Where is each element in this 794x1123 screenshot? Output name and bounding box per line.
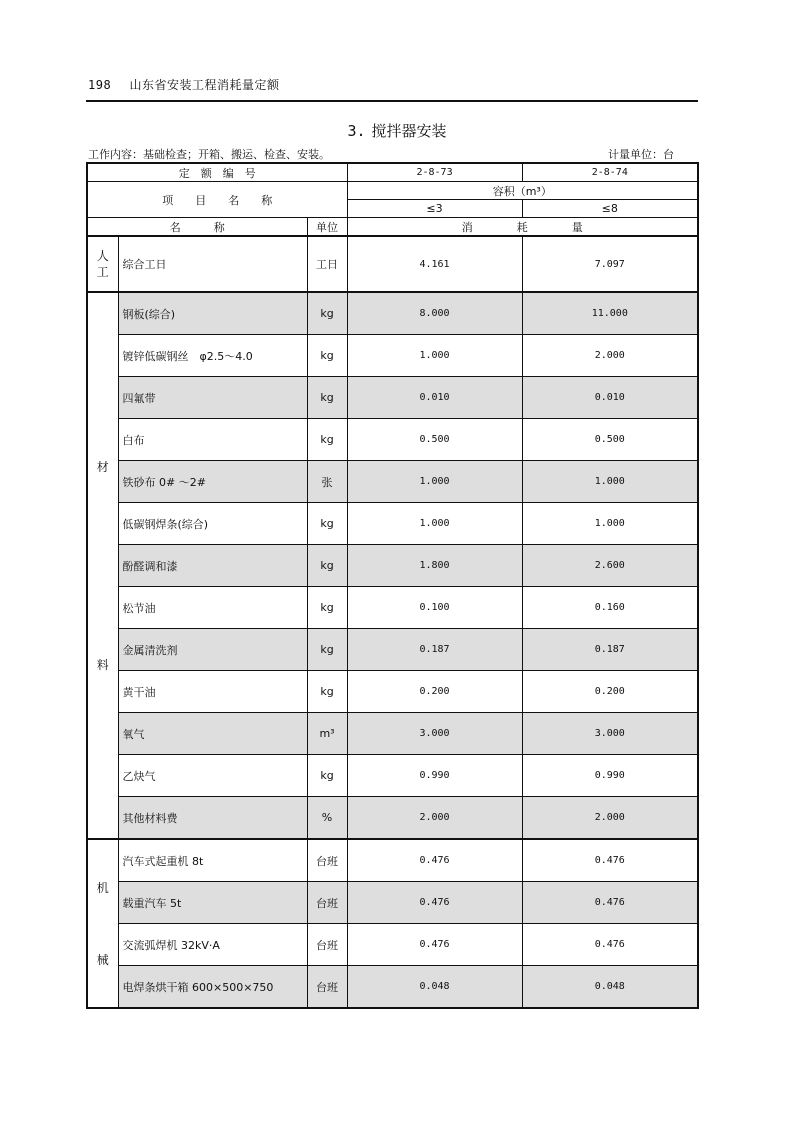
item-value-2: 0.048 <box>522 966 698 1009</box>
quota-no-label: 定 额 编 号 <box>87 163 347 182</box>
item-value-2: 2.000 <box>522 335 698 377</box>
capacity-label: 容积（m³） <box>347 182 698 200</box>
item-name: 白布 <box>118 419 307 461</box>
item-name: 铁砂布 0# ～2# <box>118 461 307 503</box>
capacity-value-1: ≤3 <box>347 200 522 218</box>
category-machine-char: 械 <box>96 952 109 967</box>
item-value-1: 4.161 <box>347 236 522 292</box>
item-value-2: 0.476 <box>522 924 698 966</box>
item-value-1: 0.200 <box>347 671 522 713</box>
item-unit: kg <box>307 419 347 461</box>
item-value-2: 2.600 <box>522 545 698 587</box>
category-labor-char: 工 <box>96 265 109 279</box>
quota-code-2: 2-8-74 <box>522 163 698 182</box>
item-unit: 台班 <box>307 966 347 1009</box>
item-value-1: 1.000 <box>347 503 522 545</box>
item-name: 酚醛调和漆 <box>118 545 307 587</box>
page-header <box>88 76 280 93</box>
item-unit: 台班 <box>307 839 347 882</box>
item-value-1: 1.000 <box>347 461 522 503</box>
category-machine-stack <box>88 880 118 968</box>
col-consumption-header: 消 耗 量 <box>347 218 698 237</box>
col-name-header: 名 称 <box>87 218 307 237</box>
item-unit: kg <box>307 671 347 713</box>
table-row <box>87 503 698 545</box>
category-material-char: 料 <box>96 657 109 672</box>
section-title <box>0 120 794 141</box>
item-value-2: 0.200 <box>522 671 698 713</box>
quota-code-row <box>87 163 698 182</box>
page-number: 198 <box>88 78 112 92</box>
item-value-1: 8.000 <box>347 292 522 335</box>
category-material-char: 材 <box>96 459 109 474</box>
item-name: 钢板(综合) <box>118 292 307 335</box>
column-header-row <box>87 218 698 237</box>
measurement-unit: 计量单位：台 <box>608 148 674 161</box>
item-unit: kg <box>307 503 347 545</box>
item-value-2: 2.000 <box>522 797 698 840</box>
table-row <box>87 671 698 713</box>
table-row <box>87 713 698 755</box>
item-name: 四氟带 <box>118 377 307 419</box>
table-row <box>87 755 698 797</box>
item-value-1: 0.100 <box>347 587 522 629</box>
table-row <box>87 924 698 966</box>
header-rule <box>86 100 698 102</box>
item-value-2: 11.000 <box>522 292 698 335</box>
item-value-2: 1.000 <box>522 503 698 545</box>
item-name: 松节油 <box>118 587 307 629</box>
item-unit: kg <box>307 292 347 335</box>
item-unit: 台班 <box>307 882 347 924</box>
item-value-1: 0.476 <box>347 882 522 924</box>
item-unit: 台班 <box>307 924 347 966</box>
col-unit-header: 单位 <box>307 218 347 237</box>
quota-code-1: 2-8-73 <box>347 163 522 182</box>
item-value-1: 0.476 <box>347 839 522 882</box>
quota-table <box>86 162 699 1009</box>
item-unit: kg <box>307 545 347 587</box>
table-row <box>87 419 698 461</box>
item-value-2: 0.187 <box>522 629 698 671</box>
item-value-2: 0.476 <box>522 839 698 882</box>
table-row <box>87 545 698 587</box>
item-unit: 工日 <box>307 236 347 292</box>
section-title-text: 搅拌器安装 <box>371 122 447 140</box>
item-value-1: 0.010 <box>347 377 522 419</box>
item-value-2: 7.097 <box>522 236 698 292</box>
table-row <box>87 587 698 629</box>
item-value-2: 0.010 <box>522 377 698 419</box>
table-row <box>87 461 698 503</box>
category-material <box>87 292 118 839</box>
item-unit: kg <box>307 587 347 629</box>
item-value-2: 3.000 <box>522 713 698 755</box>
item-name: 金属清洗剂 <box>118 629 307 671</box>
capacity-value-2: ≤8 <box>522 200 698 218</box>
item-value-1: 0.476 <box>347 924 522 966</box>
item-unit: 张 <box>307 461 347 503</box>
item-name: 乙炔气 <box>118 755 307 797</box>
table-row <box>87 797 698 840</box>
item-name: 黄干油 <box>118 671 307 713</box>
item-value-2: 1.000 <box>522 461 698 503</box>
item-name: 交流弧焊机 32kV·A <box>118 924 307 966</box>
item-value-2: 0.500 <box>522 419 698 461</box>
item-value-2: 0.160 <box>522 587 698 629</box>
category-machine <box>87 839 118 1008</box>
category-material-stack <box>88 459 118 673</box>
capacity-row <box>87 182 698 200</box>
item-value-1: 3.000 <box>347 713 522 755</box>
table-row <box>87 966 698 1009</box>
table-row <box>87 882 698 924</box>
work-content: 工作内容：基础检查；开箱、搬运、检查、安装。 <box>88 148 330 161</box>
item-value-1: 1.000 <box>347 335 522 377</box>
item-value-2: 0.990 <box>522 755 698 797</box>
table-row <box>87 236 698 292</box>
table-row <box>87 629 698 671</box>
item-value-1: 2.000 <box>347 797 522 840</box>
item-unit: kg <box>307 755 347 797</box>
category-labor <box>87 236 118 292</box>
table-row <box>87 377 698 419</box>
item-value-1: 0.500 <box>347 419 522 461</box>
category-labor-char: 人 <box>96 249 109 263</box>
item-value-1: 0.990 <box>347 755 522 797</box>
item-name: 电焊条烘干箱 600×500×750 <box>118 966 307 1009</box>
table-row <box>87 839 698 882</box>
item-name: 低碳钢焊条(综合) <box>118 503 307 545</box>
item-value-1: 0.048 <box>347 966 522 1009</box>
item-value-1: 0.187 <box>347 629 522 671</box>
item-unit: % <box>307 797 347 840</box>
category-machine-char: 机 <box>96 880 109 895</box>
item-value-2: 0.476 <box>522 882 698 924</box>
item-name-label: 项 目 名 称 <box>87 182 347 218</box>
item-name: 汽车式起重机 8t <box>118 839 307 882</box>
item-name: 镀锌低碳钢丝 φ2.5～4.0 <box>118 335 307 377</box>
table-row <box>87 335 698 377</box>
category-labor-stack <box>88 248 118 280</box>
book-title: 山东省安装工程消耗量定额 <box>129 78 280 92</box>
item-value-1: 1.800 <box>347 545 522 587</box>
item-unit: kg <box>307 629 347 671</box>
section-number: 3. <box>347 122 366 140</box>
item-unit: m³ <box>307 713 347 755</box>
item-unit: kg <box>307 335 347 377</box>
item-name: 载重汽车 5t <box>118 882 307 924</box>
item-name: 其他材料费 <box>118 797 307 840</box>
item-name: 综合工日 <box>118 236 307 292</box>
item-unit: kg <box>307 377 347 419</box>
table-row <box>87 292 698 335</box>
item-name: 氧气 <box>118 713 307 755</box>
